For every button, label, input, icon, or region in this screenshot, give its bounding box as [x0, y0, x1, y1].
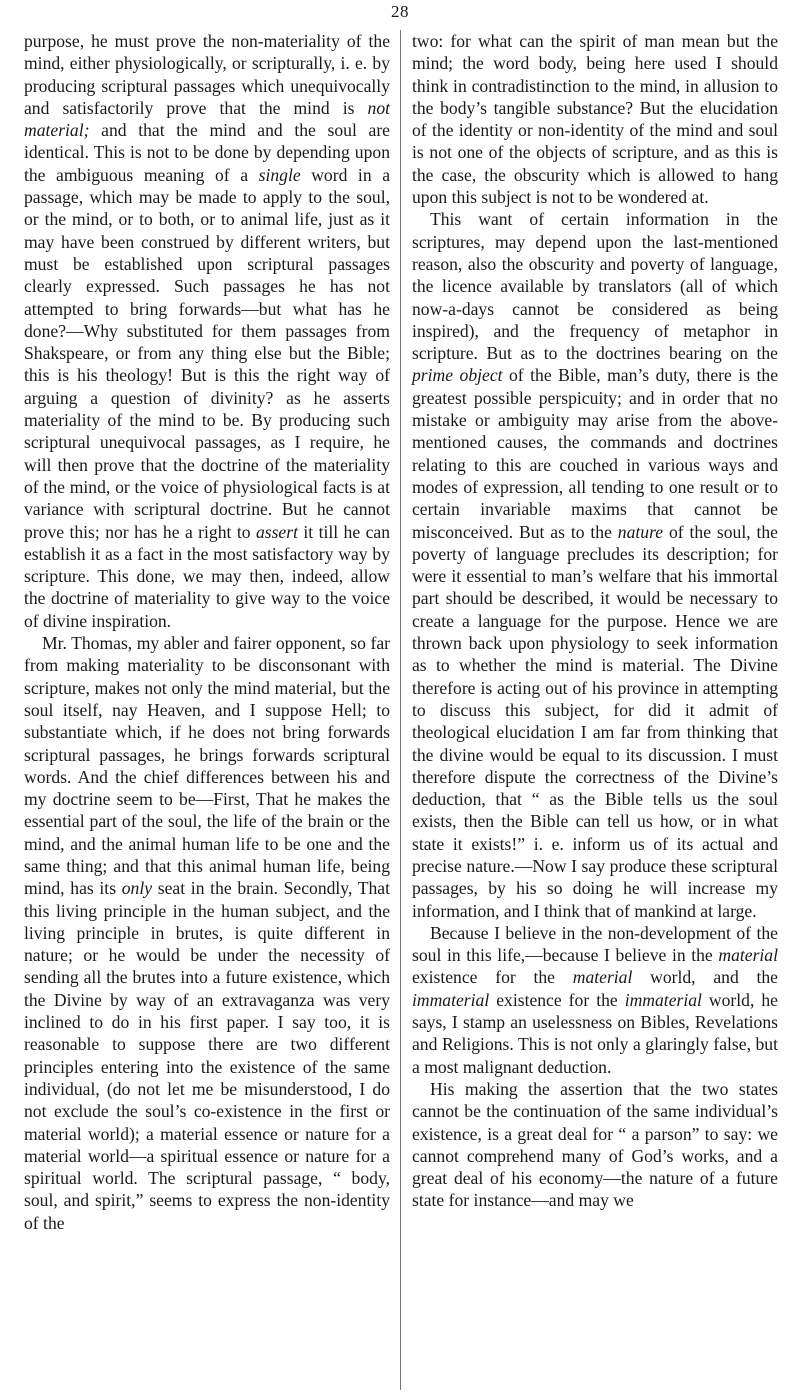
right-column [412, 30, 778, 1212]
text-run: it till he can establish it as a fact in the most satisfactory way by scripture. This done, we may then, indeed, allow the doctrine of materiality to give way to the voice of divine inspiration. [24, 521, 390, 631]
text-run: and that the mind and the soul are identical. This is not to be done by depending upon the ambiguous meaning of a [24, 120, 390, 185]
text-run: two: for what can the spirit of man mean but the mind; the word body, being here used I should think in contradistinction to the mind, in allusion to the body’s tangible substance? But the elucidation of the identity or non-identity of the mind and soul is not one of the objects of scripture, and as this is the case, the obscurity which is allowed to hang upon this subject is not to be wondered at. [412, 31, 778, 208]
text-run: purpose, he must prove the non-materiality of the mind, either physiologically, or scripturally, i. e. by producing scriptural passages which unequivocally and satisfactorily prove that the mind is [24, 31, 390, 118]
text-run: world, and the [632, 967, 778, 988]
left-column [24, 30, 390, 1234]
italic-text: immaterial [412, 989, 490, 1010]
italic-text: single [258, 164, 301, 185]
text-run: existence for the [489, 989, 625, 1010]
italic-text: nature [617, 521, 664, 542]
text-run: world, he says, I stamp an uselessness on Bibles, Revelations and Religions. This is not only a glaringly false, but a most malignant deduction. [412, 989, 778, 1077]
right-paragraph-3 [412, 922, 778, 1078]
page-number: 28 [391, 2, 409, 21]
text-run: seat in the brain. Secondly, That this living principle in the human subject, and the living principle in brutes, is quite different in nature; or he would be under the necessity of sending all the brutes into a future existence, which the Divine by way of an extravaganza was very inclined to do in his first paper. I say too, it is reasonable to suppose there are two different principles entering into the existence of the same individual, (do not let me be misunderstood, I do not exclude the soul’s co-existence in the first or material world); a material essence or nature for a material world—a spiritual essence or nature for a spiritual world. The scriptural passage, “ body, soul, and spirit,” seems to express the non-identity of the [24, 878, 390, 1233]
text-run: Mr. Thomas, my abler and fairer opponent, so far from making materiality to be disconsonant with scripture, makes not only the mind material, but the soul itself, nay Heaven, and I suppose Hell; to substantiate which, if he does not bring forwards scriptural passages, he brings forwards scriptural words. And the chief differences between his and my doctrine seem to be—First, That he makes the essential part of the soul, the life of the brain or the mind, and the animal human life to be one and the same thing; and that this animal human life, being mind, has its [24, 633, 390, 899]
italic-text: material [718, 945, 778, 966]
column-divider [400, 30, 401, 1390]
right-paragraph-4 [412, 1078, 778, 1212]
italic-text: material [572, 967, 633, 988]
left-paragraph-1 [24, 30, 390, 632]
italic-text: only [121, 878, 153, 899]
text-run: His making the assertion that the two states cannot be the continuation of the same individual’s existence, is a great deal for “ a parson” to say: we cannot comprehend many of God’s works, and a great deal of his economy—the nature of a future state for instance—and may we [412, 1078, 778, 1211]
italic-text: not material; [24, 97, 390, 141]
text-run: This want of certain information in the scriptures, may depend upon the last-mentioned reason, also the obscurity and poverty of language, the licence available by translators (all of which now-a-days cannot be considered as being inspired), and the frequency of metaphor in scripture. But as to the doctrines bearing on the [412, 209, 778, 364]
text-run: of the Bible, man’s duty, there is the greatest possible perspicuity; and in order that no mistake or ambiguity may arise from the above-mentioned causes, the commands and doctrines relating to this are couched in various ways and modes of expression, all tending to one result or to certain invariable maxims that cannot be misconceived. But as to the [412, 365, 779, 542]
left-paragraph-2 [24, 632, 390, 1234]
italic-text: assert [255, 521, 298, 542]
italic-text: immaterial [624, 989, 702, 1010]
text-run: existence for the [412, 967, 573, 988]
right-paragraph-2 [412, 208, 778, 922]
text-run: of the soul, the poverty of language precludes its description; for were it essential to man’s welfare that his immortal part should be described, it would be necessary to create a language for the purpose. Hence we are thrown back upon physiology to seek information as to whether the mind is material. The Divine therefore is acting out of his province in attempting to discuss this subject, for did it admit of theological elucidation I am far from thinking that the divine would be equal to its discussion. I must therefore dispute the correctness of the Divine’s deduction, that “ as the Bible tells us the soul exists, then the Bible can tell us how, or in what state it exists!” i. e. inform us of its actual and precise nature.—Now I say produce these scriptural passages, by his so doing he will increase my information, and I think that of mankind at large. [412, 521, 778, 921]
right-paragraph-1 [412, 30, 778, 208]
text-run: Because I believe in the non-development of the soul in this life,—because I believe in the [412, 922, 778, 966]
text-run: word in a passage, which may be made to apply to the soul, or the mind, or to both, or to animal life, just as it may have been construed by different writers, but must be established upon scriptural passages clearly expressed. Such passages he has not attempted to bring forwards—but what has he done?—Why substituted for them passages from Shakspeare, or from any thing else but the Bible; this is his theology! But is this the right way of arguing a question of divinity? as he asserts materiality of the mind to be. By producing such scriptural unequivocal passages, as I require, he will then prove that the doctrine of the materiality of the mind, or the voice of physiological facts is at variance with scriptural doctrine. But he cannot prove this; nor has he a right to [24, 164, 390, 542]
italic-text: prime object [412, 365, 503, 386]
